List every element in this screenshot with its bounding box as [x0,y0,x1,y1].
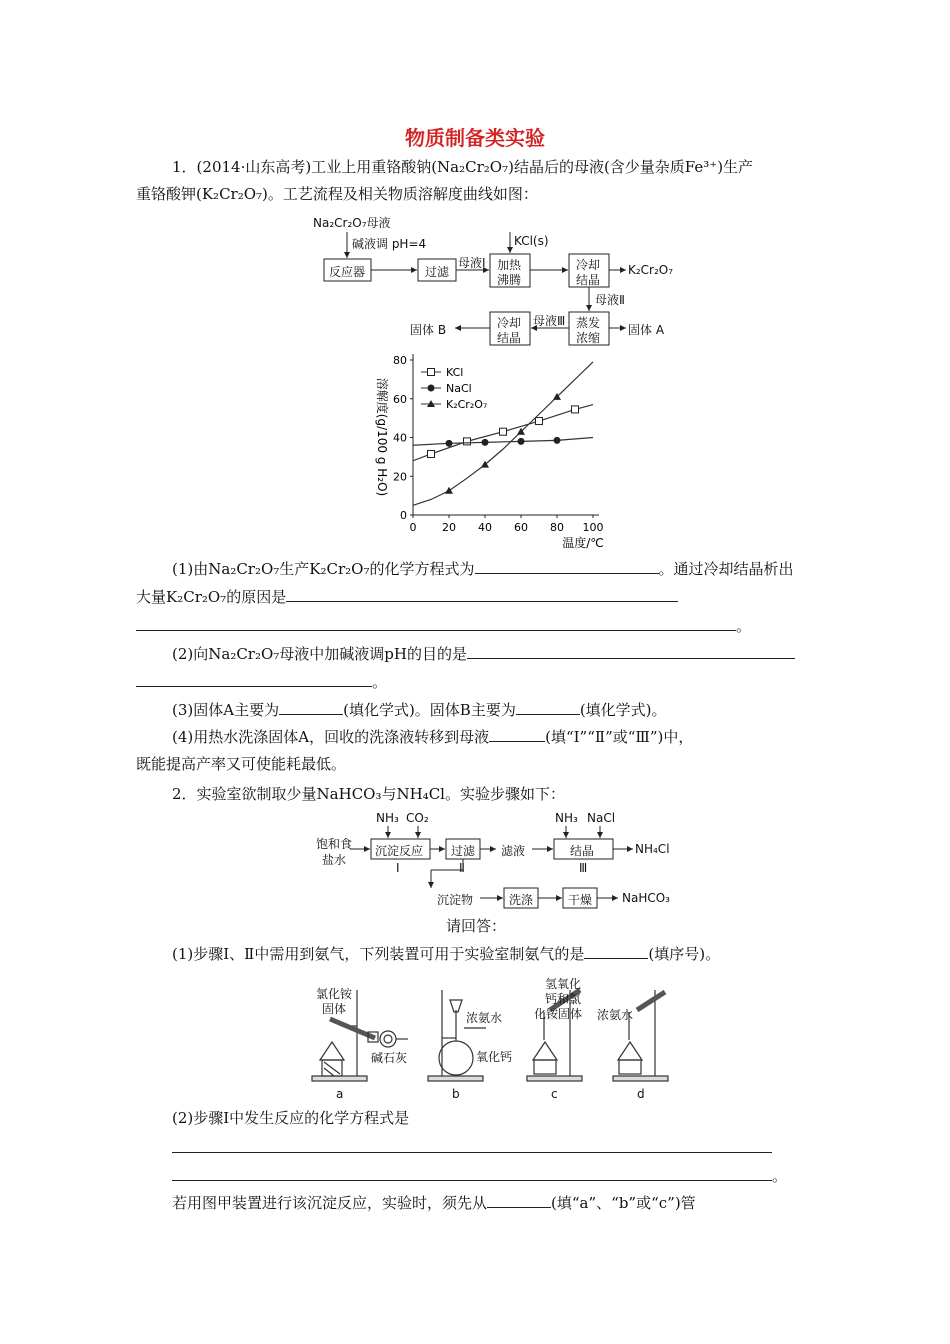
q1-sub1-reason: 大量K₂Cr₂O₇的原因是 [136,588,287,606]
y-tick-label: 40 [393,431,407,445]
x-tick-label: 40 [478,521,492,534]
q2-last-line [172,1193,696,1213]
answer-blank[interactable] [487,1193,551,1208]
x-tick-label: 20 [442,521,456,534]
legend-label: KCl [446,366,464,379]
flow-heat-line1: 加热 [497,258,522,272]
q1-stem-line1: 1．(2014·山东高考)工业上用重铬酸钠(Na₂Cr₂O₇)结晶后的母液(含少量杂质Fe³⁺)生产 [172,158,754,176]
flow-solidB-label: 固体 B [410,323,447,337]
q1-sub1-text-b: 。通过冷却结晶析出 [658,560,794,578]
x-tick-label: 60 [514,521,528,534]
flow2-nahco3-label: NaHCO₃ [622,891,670,905]
flow2-nh3-label: NH₃ [376,811,399,825]
q1-sub2-text: (2)向Na₂Cr₂O₇母液中加碱液调pH的目的是 [172,645,467,663]
flow-mother2-label: 母液Ⅱ [595,293,625,307]
apparatus-c-label3: 化铵固体 [534,1007,583,1021]
apparatus-a-label1: 氯化铵 [316,987,353,1001]
flow-cool3-line1: 冷却 [497,316,522,330]
apparatus-a-tag: a [336,1087,344,1101]
x-tick-label: 100 [582,521,604,534]
apparatus-c-label1: 氢氧化 [545,977,582,991]
flow2-filtrate-label: 滤液 [501,844,526,858]
flow2-step2: Ⅱ [459,861,465,875]
flow2-wash-box: 洗涤 [509,893,534,907]
flow-reactor-box: 反应器 [329,265,366,279]
flow2-nh3b-label: NH₃ [555,811,578,825]
q2-sub2-line2 [172,1138,772,1158]
flow2-dry-box: 干燥 [568,893,593,907]
please-answer: 请回答： [446,917,507,935]
legend-label: K₂Cr₂O₇ [446,398,488,411]
q1-sub4-a: (4)用热水洗涤固体A，回收的洗涤液转移到母液 [172,728,490,746]
flow2-nacl-label: NaCl [587,811,616,825]
flow-evap-line1: 蒸发 [576,316,601,330]
apparatus-d-ammonia: 浓氨水 [597,1008,634,1022]
q1-sub3-c: (填化学式)。 [579,701,667,719]
flow2-step3: Ⅲ [579,861,588,875]
flow2-co2-label: CO₂ [406,811,429,825]
flow-filter-box: 过滤 [425,265,450,279]
apparatus-a-lime: 碱石灰 [371,1051,408,1065]
flow-cool-line1: 冷却 [576,258,601,272]
answer-blank[interactable] [172,1166,772,1181]
x-tick-label: 80 [550,521,564,534]
apparatus-c-tag: c [551,1087,558,1101]
x-axis-label: 温度/℃ [562,536,604,550]
answer-blank[interactable] [172,1138,772,1153]
y-tick-label: 0 [400,509,407,522]
flow2-precip-box: 沉淀反应 [375,844,424,858]
q2-last-a: 若用图甲装置进行该沉淀反应，实验时，须先从 [172,1194,488,1212]
apparatus-a-label2: 固体 [322,1002,347,1016]
flow2-nh4cl-label: NH₄Cl [635,842,670,856]
apparatus-b-tag: b [452,1087,460,1101]
q2-sub2-end: 。 [772,1167,788,1185]
q1-sub1-end: 。 [736,617,752,635]
y-tick-label: 80 [393,354,407,367]
flow-ph-label: 碱液调 pH=4 [352,237,427,251]
page-title: 物质制备类实验 [405,126,545,150]
flow2-filter-box: 过滤 [451,844,476,858]
flow-evap-line2: 浓缩 [576,331,601,345]
q2-stem: 2．实验室欲制取少量NaHCO₃与NH₄Cl。实验步骤如下： [172,785,565,803]
flow2-step1: Ⅰ [396,861,400,875]
q2-sub1-b: (填序号)。 [648,945,721,963]
y-tick-label: 60 [393,392,407,406]
q1-sub3-a: (3)固体A主要为 [172,701,280,719]
flow-product-label: K₂Cr₂O₇ [628,263,674,277]
flow-cool3-line2: 结晶 [497,331,522,345]
q1-sub2-end: 。 [372,673,388,691]
flow-heat-line2: 沸腾 [497,273,522,287]
apparatus-b-ammonia: 浓氨水 [466,1011,503,1025]
flow-cool-line2: 结晶 [576,273,601,287]
flow2-crystal-box: 结晶 [570,844,595,858]
q2-sub1-a: (1)步骤Ⅰ、Ⅱ中需用到氨气，下列装置可用于实验室制氨气的是 [172,945,585,963]
flow2-brine-line1: 饱和食 [316,837,353,851]
q1-sub4-line2: 既能提高产率又可使能耗最低。 [136,755,347,773]
apparatus-b-cao: 氧化钙 [476,1050,513,1064]
flow-start-label: Na₂Cr₂O₇母液 [313,216,391,230]
y-tick-label: 20 [393,470,407,484]
legend-label: NaCl [446,382,472,395]
q2-sub2: (2)步骤Ⅰ中发生反应的化学方程式是 [172,1109,410,1127]
flow-mother3-label: 母液Ⅲ [533,314,566,328]
flow-mother1-label: 母液Ⅰ [458,256,486,270]
flow2-brine-line2: 盐水 [322,853,347,867]
q2-sub2-line3 [172,1166,787,1186]
flow-kcl-label: KCl(s) [514,234,549,248]
flow2-sediment-label: 沉淀物 [437,893,474,907]
apparatus-c-label2: 钙和氯 [545,992,582,1006]
apparatus-d-tag: d [637,1087,645,1101]
q1-sub4-b: (填“Ⅰ”“Ⅱ”或“Ⅲ”)中， [545,728,694,746]
q2-last-b: (填“a”、“b”或“c”)管 [551,1194,696,1212]
y-axis-label: 溶解度(g/100 g H₂O) [375,377,389,497]
x-tick-label: 0 [409,521,417,534]
q1-sub3-b: (填化学式)。固体B主要为 [343,701,516,719]
q1-sub1-text-a: (1)由Na₂Cr₂O₇生产K₂Cr₂O₇的化学方程式为 [172,560,475,578]
flow-solidA-label: 固体 A [628,323,665,337]
q1-stem-line2: 重铬酸钾(K₂Cr₂O₇)。工艺流程及相关物质溶解度曲线如图： [136,185,538,203]
